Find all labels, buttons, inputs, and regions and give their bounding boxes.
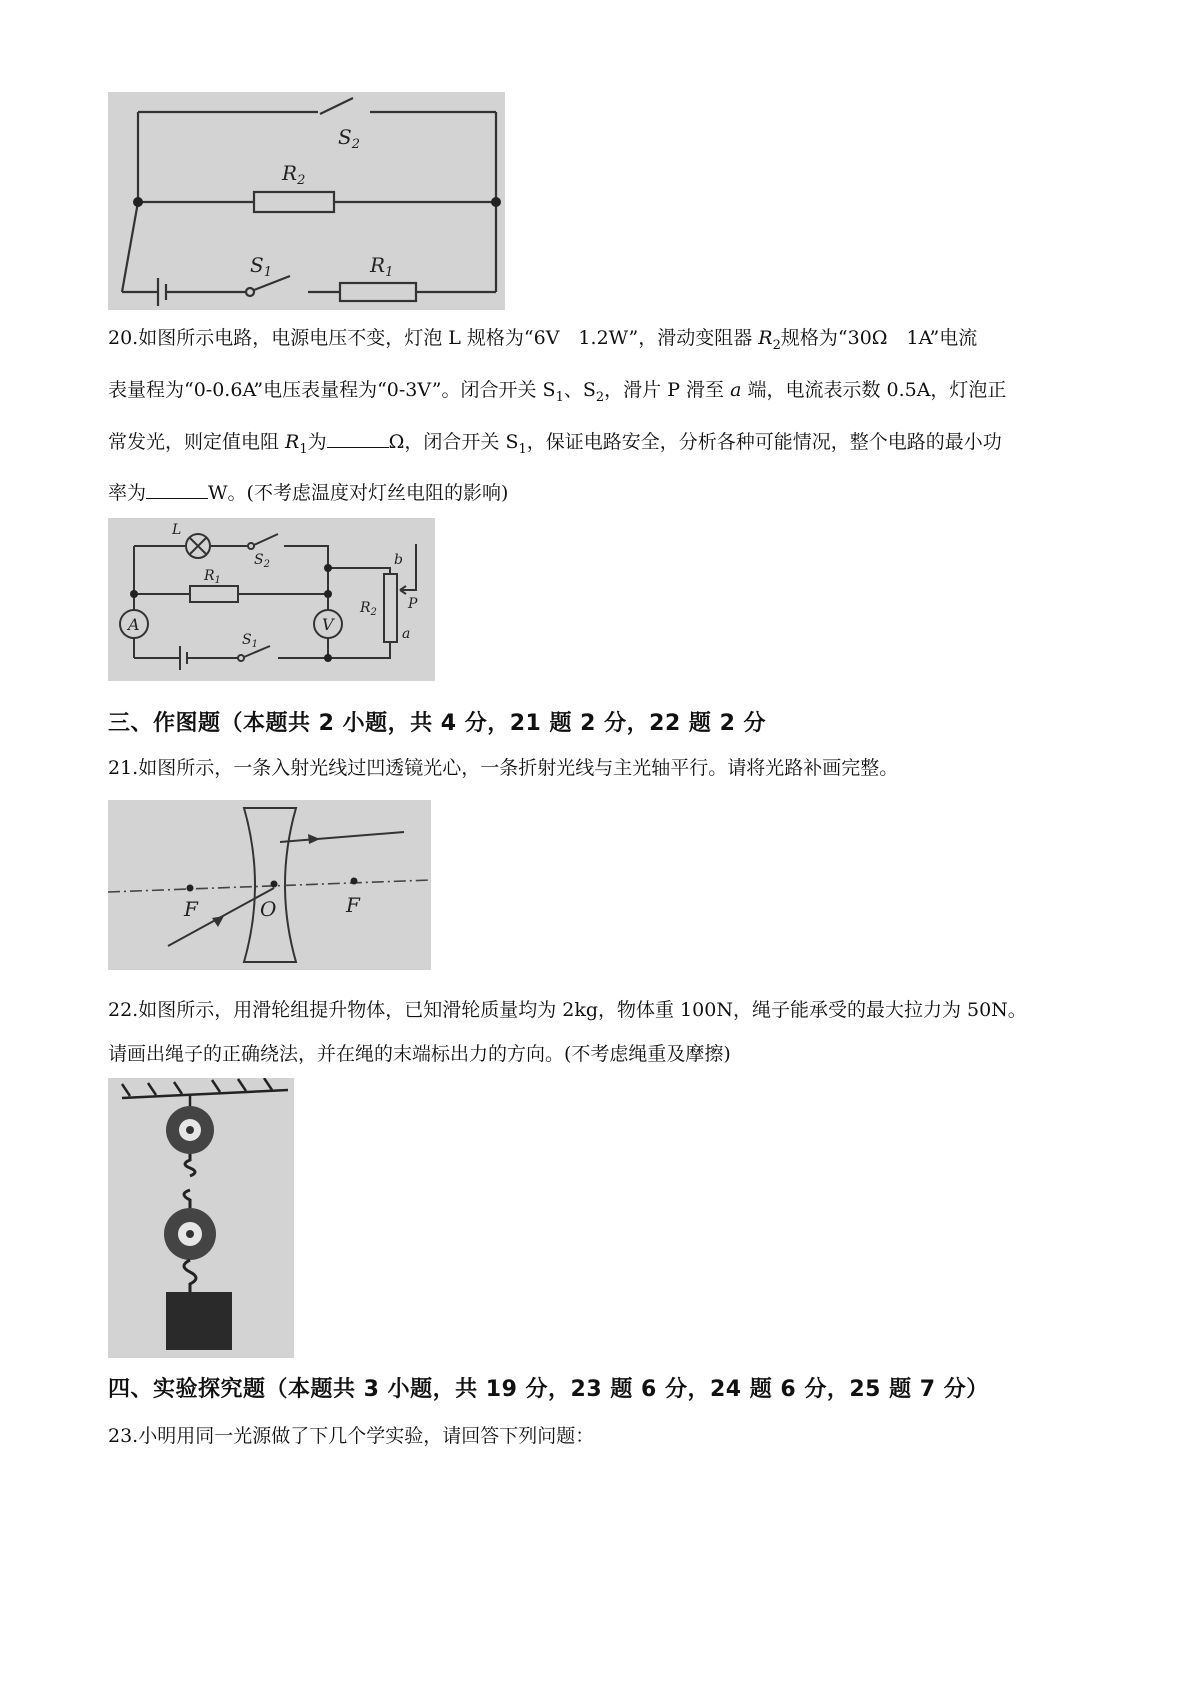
s2-label: $S_2$	[338, 125, 360, 152]
circuit-figure-1	[108, 92, 505, 310]
r2-label: $R_2$	[360, 600, 377, 618]
voltmeter-label: V	[322, 615, 334, 634]
terminal-b-label: b	[394, 552, 403, 568]
slider-p-label: P	[408, 596, 418, 612]
terminal-a-label: a	[402, 626, 411, 642]
s1-label: $S_1$	[242, 632, 258, 650]
question-20: 20.如图所示电路，电源电压不变，灯泡 L 规格为“6V 1.2W”，滑动变阻器 $R_2$规格为“30Ω 1A”电流 表量程为“0-0.6A”电压表量程为“0-3V”。闭合开关 $S_1$、$S_2$，滑片 P 滑至 a 端，电流表示数 0.5A，灯泡正 常发光，则定值电阻 $R_1$为 Ω，闭合开关 $S_1$，保证电路安全，分析各种可能情况，整个电路的最小功 率为 W。(不考虑温度对灯丝电阻的影响)	[108, 327, 1007, 505]
lens-figure	[108, 800, 431, 970]
ammeter-label: A	[128, 615, 140, 634]
s2-label: $S_2$	[254, 552, 270, 570]
lamp-label: L	[172, 522, 182, 538]
r1-label: $R_1$	[370, 253, 394, 280]
focus-left-label: F	[184, 897, 198, 921]
answer-blank-power[interactable]	[146, 497, 208, 499]
answer-blank-r1[interactable]	[327, 446, 389, 448]
circuit-figure-2	[108, 518, 435, 681]
r1-label: $R_1$	[204, 568, 221, 586]
question-21: 21.如图所示，一条入射光线过凹透镜光心，一条折射光线与主光轴平行。请将光路补画完整。	[108, 757, 899, 779]
section-4-heading: 四、实验探究题（本题共 3 小题，共 19 分，23 题 6 分，24 题 6 分，25 题 7 分）	[108, 1377, 989, 1402]
pulley-figure	[108, 1078, 294, 1358]
question-23: 23.小明用同一光源做了下几个学实验，请回答下列问题：	[108, 1425, 595, 1447]
s1-label: $S_1$	[250, 253, 272, 280]
optical-center-label: O	[260, 897, 277, 921]
question-22: 22.如图所示，用滑轮组提升物体，已知滑轮质量均为 2kg，物体重 100N，绳子能承受的最大拉力为 50N。 请画出绳子的正确绕法，并在绳的末端标出力的方向。(不考虑绳重及摩擦)	[108, 999, 1027, 1065]
r2-label: $R_2$	[282, 161, 306, 188]
focus-right-label: F	[346, 893, 360, 917]
section-3-heading: 三、作图题（本题共 2 小题，共 4 分，21 题 2 分，22 题 2 分	[108, 711, 767, 736]
